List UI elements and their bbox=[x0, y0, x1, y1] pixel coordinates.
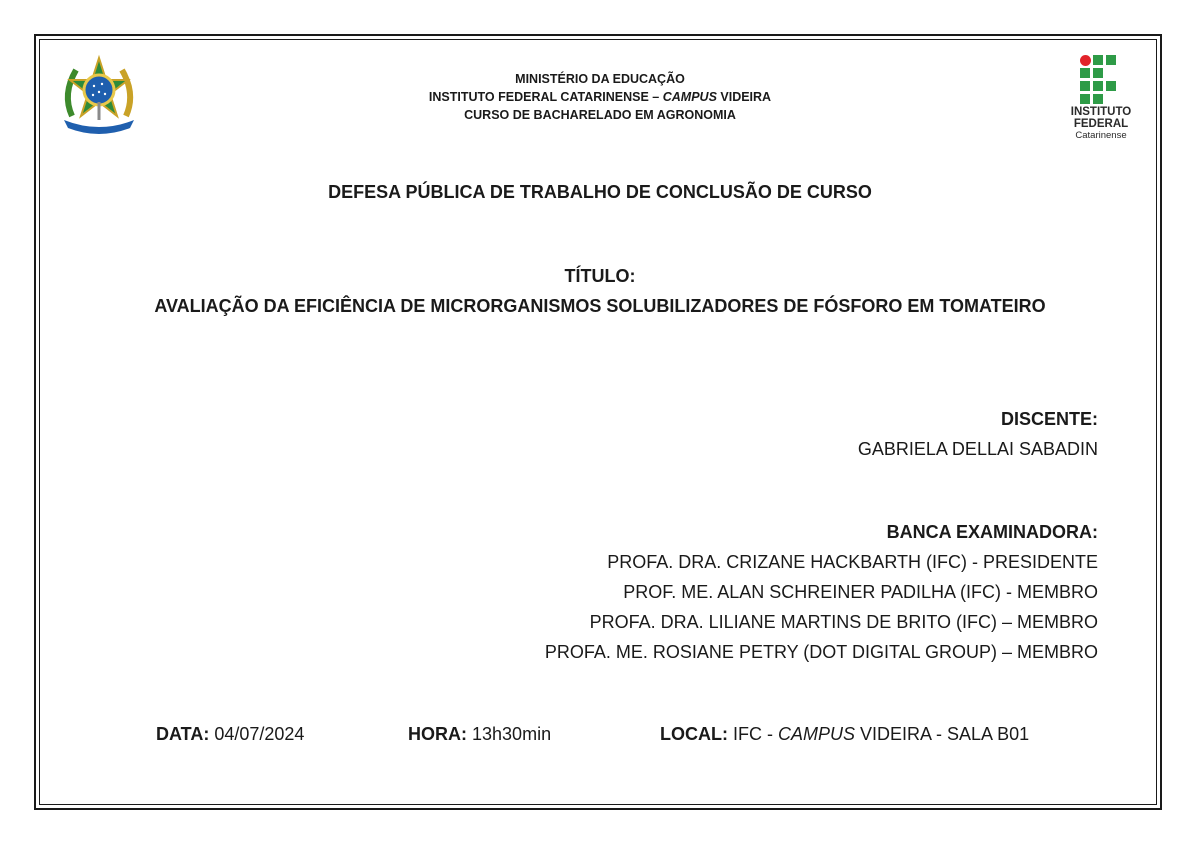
course-line: CURSO DE BACHARELADO EM AGRONOMIA bbox=[464, 108, 736, 122]
time-value: 13h30min bbox=[472, 724, 552, 744]
thesis-title: AVALIAÇÃO DA EFICIÊNCIA DE MICRORGANISMOS SOLUBILIZADORES DE FÓSFORO EM TOMATEIRO bbox=[154, 296, 1046, 316]
date-field bbox=[156, 724, 304, 745]
board-member: PROFA. DRA. LILIANE MARTINS DE BRITO (IFC) – MEMBRO bbox=[589, 612, 1098, 632]
student-name: GABRIELA DELLAI SABADIN bbox=[857, 439, 1098, 459]
date-value: 04/07/2024 bbox=[214, 724, 305, 744]
brazil-coat-of-arms-icon bbox=[58, 54, 140, 136]
instituto-federal-logo bbox=[1060, 54, 1142, 144]
board-label: BANCA EXAMINADORA: bbox=[886, 522, 1098, 542]
logo-text-federal: FEDERAL bbox=[1073, 118, 1129, 130]
logo-text-catarinense: Catarinense bbox=[1075, 130, 1127, 141]
institute-line: INSTITUTO FEDERAL CATARINENSE – CAMPUS VIDEIRA bbox=[428, 90, 772, 104]
title-label: TÍTULO: bbox=[564, 266, 636, 286]
place-field bbox=[660, 724, 1029, 745]
institution-header bbox=[300, 70, 900, 124]
inner-border bbox=[39, 39, 1157, 805]
time-field bbox=[408, 724, 551, 745]
place-label: LOCAL: bbox=[660, 724, 728, 744]
logo-red-dot-icon bbox=[1080, 55, 1091, 66]
event-title: DEFESA PÚBLICA DE TRABALHO DE CONCLUSÃO DE CURSO bbox=[328, 182, 872, 202]
logo-text-instituto: INSTITUTO bbox=[1070, 106, 1132, 118]
board-member: PROFA. DRA. CRIZANE HACKBARTH (IFC) - PRESIDENTE bbox=[607, 552, 1098, 572]
time-label: HORA: bbox=[408, 724, 467, 744]
date-label: DATA: bbox=[156, 724, 210, 744]
board-member: PROF. ME. ALAN SCHREINER PADILHA (IFC) - MEMBRO bbox=[623, 582, 1098, 602]
place-value: IFC - CAMPUS VIDEIRA - SALA B01 bbox=[733, 724, 1030, 744]
student-label: DISCENTE: bbox=[1000, 409, 1098, 429]
ministry-line: MINISTÉRIO DA EDUCAÇÃO bbox=[515, 72, 685, 86]
board-member: PROFA. ME. ROSIANE PETRY (DOT DIGITAL GROUP) – MEMBRO bbox=[544, 642, 1098, 662]
